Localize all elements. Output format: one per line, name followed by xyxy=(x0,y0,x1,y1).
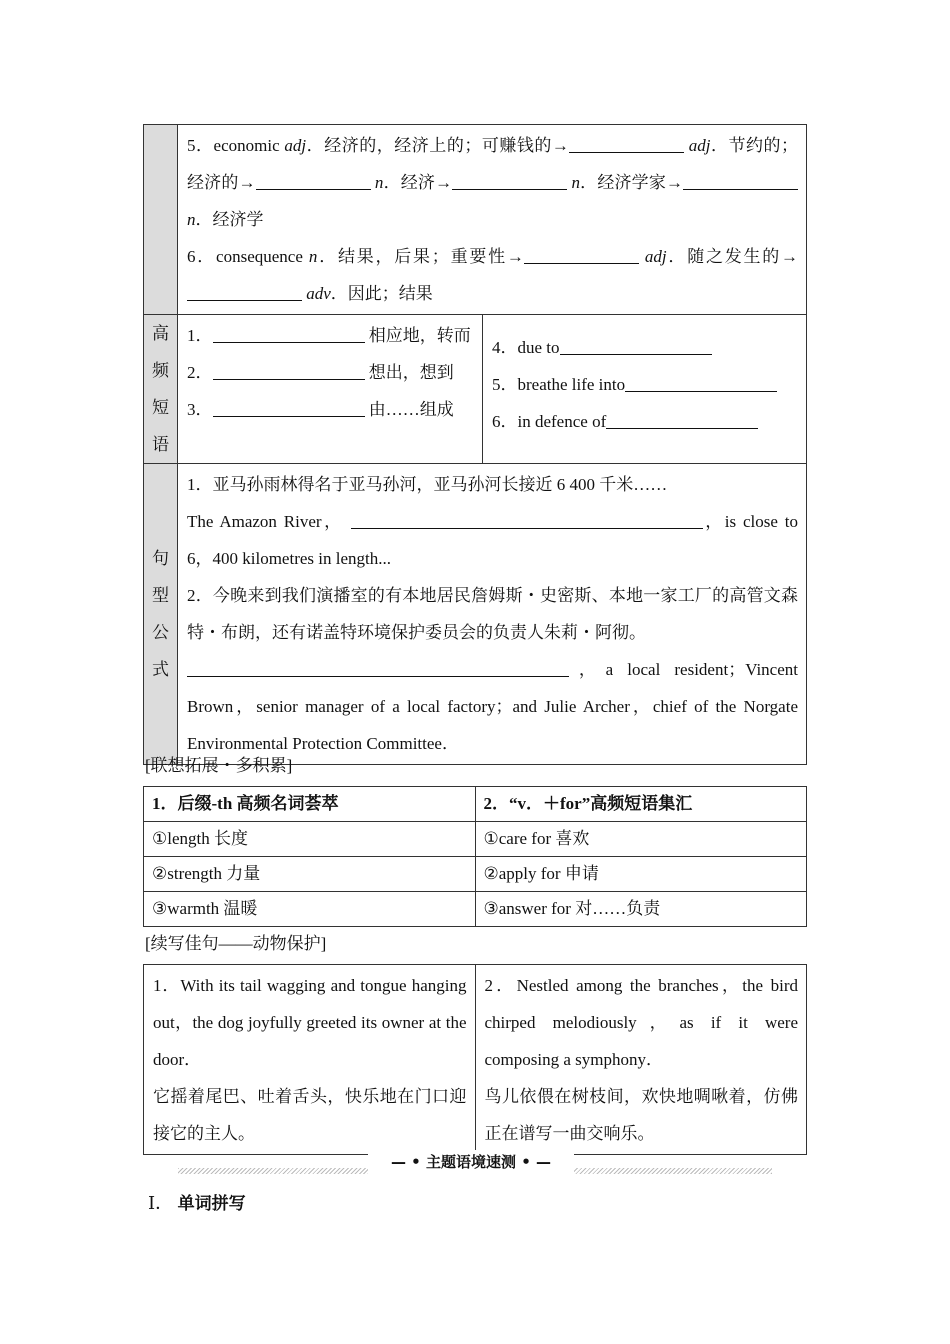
blank[interactable] xyxy=(256,172,371,190)
section-1-heading: Ⅰ． 单词拼写 xyxy=(148,1193,246,1214)
blank[interactable] xyxy=(351,511,703,529)
phrase-4: 4．due to xyxy=(492,329,798,366)
phrase-1: 1． 相应地，转而 xyxy=(187,326,471,345)
writing-right-en: 2．Nestled among the branches，the bird chirped melodiously，as if it were composing a symphony． xyxy=(484,976,798,1069)
blank[interactable] xyxy=(524,246,639,264)
expand-cell: ②apply for 申请 xyxy=(475,857,807,892)
expand-cell: ②strength 力量 xyxy=(144,857,476,892)
vocab-item-6: 6．consequence n．结果，后果；重要性→ adj．随之发生的→ adv．因此；结果 xyxy=(187,247,799,303)
phrase-3: 3． 由……组成 xyxy=(187,400,454,419)
vocab-item-5: 5．economic adj．经济的，经济上的；可赚钱的→ adj．节约的；经济的→ n．经济→ n．经济学家→ n．经济学 xyxy=(187,136,799,229)
vocab-cell xyxy=(178,125,807,315)
blank[interactable] xyxy=(606,411,758,429)
phrase-6: 6．in defence of xyxy=(492,403,798,440)
sentence-1-cn: 1．亚马孙雨林得名于亚马孙河，亚马孙河长接近 6 400 千米…… xyxy=(187,475,668,494)
writing-right-cn: 鸟儿依偎在树枝间，欢快地啁啾着，仿佛正在谱写一曲交响乐。 xyxy=(484,1087,798,1143)
blank[interactable] xyxy=(683,172,798,190)
writing-right-cell xyxy=(475,965,807,1155)
phrases-label: 高 频 短 语 xyxy=(144,315,178,464)
expand-cell: ③answer for 对……负责 xyxy=(475,892,807,927)
blank[interactable] xyxy=(187,283,302,301)
writing-table xyxy=(143,964,807,1155)
sentence-1-en: The Amazon River， ，is close to 6，400 kilometres in length... xyxy=(187,512,798,568)
phrases-right-cell xyxy=(483,315,807,464)
blank[interactable] xyxy=(187,659,569,677)
expand-table xyxy=(143,786,807,927)
phrase-5: 5．breathe life into xyxy=(492,366,798,403)
blank[interactable] xyxy=(213,399,365,417)
expand-head-right: 2．“v．＋for”高频短语集汇 xyxy=(475,787,807,822)
vocab-table xyxy=(143,124,807,765)
writing-left-cell xyxy=(144,965,476,1155)
section-banner xyxy=(178,1150,772,1176)
expand-cell: ③warmth 温暖 xyxy=(144,892,476,927)
expand-title: [联想拓展・多积累] xyxy=(145,756,293,775)
phrases-left-cell xyxy=(178,315,483,464)
blank[interactable] xyxy=(625,374,777,392)
blank[interactable] xyxy=(569,135,684,153)
blank[interactable] xyxy=(560,337,712,355)
writing-title: [续写佳句——动物保护] xyxy=(145,934,327,953)
sentences-cell xyxy=(178,464,807,765)
writing-left-cn: 它摇着尾巴、吐着舌头，快乐地在门口迎接它的主人。 xyxy=(153,1087,467,1143)
banner-label: — • 主题语境速测 • — xyxy=(368,1150,574,1174)
sentences-label: 句 型 公 式 xyxy=(144,464,178,765)
blank[interactable] xyxy=(452,172,567,190)
writing-left-en: 1．With its tail wagging and tongue hanging out，the dog joyfully greeted its owner at the door． xyxy=(153,976,467,1069)
phrase-2: 2． 想出，想到 xyxy=(187,363,454,382)
blank[interactable] xyxy=(213,362,365,380)
sentence-2-cn: 2．今晚来到我们演播室的有本地居民詹姆斯・史密斯、本地一家工厂的高管文森特・布朗，还有诺盖特环境保护委员会的负责人朱莉・阿彻。 xyxy=(187,586,798,642)
vocab-side-cell xyxy=(144,125,178,315)
expand-cell: ①length 长度 xyxy=(144,822,476,857)
sentence-2-en: ，a local resident；Vincent Brown，senior manager of a local factory；and Julie Archer，chief of the Norgate Environmental Protection Committee． xyxy=(187,660,798,753)
expand-head-left: 1．后缀-th 高频名词荟萃 xyxy=(144,787,476,822)
blank[interactable] xyxy=(213,325,365,343)
expand-cell: ①care for 喜欢 xyxy=(475,822,807,857)
